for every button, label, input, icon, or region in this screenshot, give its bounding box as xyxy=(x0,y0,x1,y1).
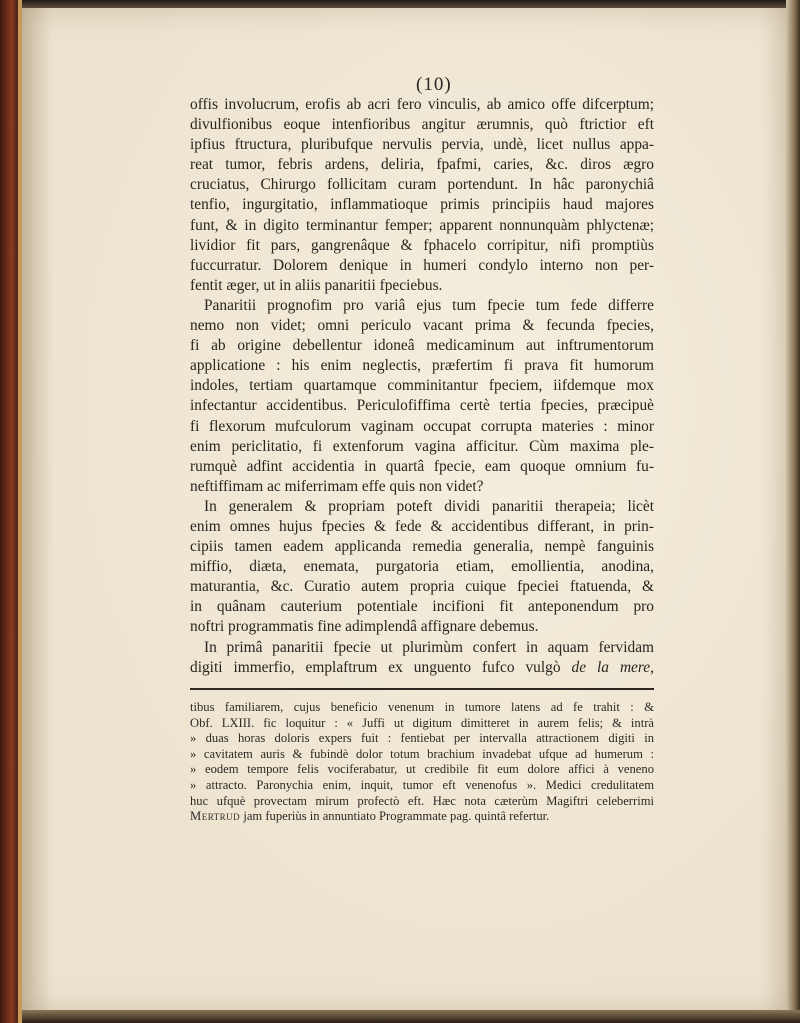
footnote-line: » duas horas doloris expers fuit : fentiebat per intervalla attractionem digiti in xyxy=(190,731,654,746)
text-line: indoles, tertiam quartamque comminitantur fpeciem, iifdemque mox xyxy=(190,377,654,395)
text-line: divulfionibus eoque intenfioribus angitur ærumnis, quò ftrictior eft xyxy=(190,116,654,134)
footnote xyxy=(190,700,654,825)
page-number: (10) xyxy=(416,74,452,95)
text-line: lividior fit pars, gangrenâque & fphacelo corripitur, nifi promptiùs xyxy=(190,236,654,254)
paragraph xyxy=(190,296,654,497)
text-line: applicatione : his enim neglectis, præfertim fi prava fit humorum xyxy=(190,357,654,375)
text-line: neftiffimam ac miferrimam effe quis non videt? xyxy=(190,477,484,495)
text-line: fuccurratur. Dolorem denique in humeri condylo interno non per- xyxy=(190,256,654,274)
text-line: reat tumor, febris ardens, deliria, fpafmi, caries, &c. diros ægro xyxy=(190,156,654,174)
text-line: enim periclitatio, fi extenforum vagina afficitur. Cùm maxima ple- xyxy=(190,437,654,455)
text-line: In generalem & propriam poteft dividi panaritii therapeia; licèt xyxy=(204,497,654,515)
footnote-line xyxy=(190,809,654,825)
text-line: infectantur accidentibus. Periculofiffima certè tertia fpecies, præcipuè xyxy=(190,397,654,415)
text-line: ipfius ftructura, pluribufque nervulis pervia, undè, licet nullus appa- xyxy=(190,136,654,154)
text-line: maturantia, &c. Curatio autem propria cuique fpeciei ftatuenda, & xyxy=(190,578,654,596)
page-right-edge xyxy=(786,0,800,1023)
scan-bottom-edge xyxy=(22,1010,800,1023)
text-line: enim omnes hujus fpecies & fede & accidentibus differant, in prin- xyxy=(190,517,654,535)
italic-phrase: de la mere, xyxy=(571,658,654,676)
text-line: in quânam cauterium potentiale incifioni fit anteponendum pro xyxy=(190,598,654,616)
text-line: fi flexorum mufculorum vaginam occupat corrupta materies : minor xyxy=(190,417,654,435)
text-line: rumquè adfint accidentia in quartâ fpecie, eam quoque omnium fu- xyxy=(190,457,654,475)
text-line: nemo non videt; omni periculo vacant prima & fecunda fpecies, xyxy=(190,317,654,335)
text-line: funt, & in digito terminantur femper; apparent nonnunquàm phlyctenæ; xyxy=(190,216,654,234)
text-line: miffio, diæta, enemata, purgatoria etiam, emollientia, anodina, xyxy=(190,558,654,576)
main-text xyxy=(190,95,654,678)
footnote-line: tibus familiarem, cujus beneficio venenum in tumore latens ad fe trahit : & xyxy=(190,700,654,714)
text-line: cruciatus, Chirurgo follicitam curam portendunt. In hâc paronychiâ xyxy=(190,176,654,194)
footnote-line-rest: jam fuperiùs in annuntiato Programmate pag. quintâ refertur. xyxy=(240,809,550,824)
text-line: noftri programmatis fine adimplendâ affignare debemus. xyxy=(190,618,539,636)
footnote-line: » attracto. Paronychia enim, inquit, tumor eft venenofus ». Medici credulitatem xyxy=(190,777,654,792)
paragraph xyxy=(190,497,654,638)
text-line: cipiis tamen eadem applicanda remedia generalia, nempè fanguinis xyxy=(190,538,654,556)
footnote-line: » cavitatem auris & fubindè dolor totum brachium invadebat ufque ad humerum : xyxy=(190,746,654,761)
footnote-line: » eodem tempore felis vociferabatur, ut credibile fit eum dolore affici à veneno xyxy=(190,762,654,777)
text-line: offis involucrum, erofis ab acri fero vinculis, ab amico offe difcerptum; xyxy=(190,96,654,113)
footnote-line: huc ufquè provectam mirum profectò eft. Hæc nota cæterùm Magiftri celeberrimi xyxy=(190,793,654,808)
text-line: digiti immerfio, emplaftrum ex unguento fufco vulgò de la mere, xyxy=(190,658,654,676)
text-line: fi ab origine debellentur idoneâ medicaminum aut inftrumentorum xyxy=(190,337,654,355)
text-line: tenfio, ingurgitatio, inflammatioque primis principiis haud majores xyxy=(190,196,654,214)
author-name: Mertrud xyxy=(190,809,241,824)
footnote-line: Obf. LXIII. fic loquitur : « Juffi ut digitum dimitteret in aurem felis; & intrà xyxy=(190,715,654,730)
text-line: fentit æger, ut in aliis panaritii fpeciebus. xyxy=(190,276,443,294)
paragraph xyxy=(190,638,654,678)
paragraph xyxy=(190,95,654,296)
text-line: In primâ panaritii fpecie ut plurimùm confert in aquam fervidam xyxy=(204,638,654,656)
text-line: Panaritii prognofim pro variâ ejus tum fpecie tum fede differre xyxy=(204,296,654,314)
footnote-rule xyxy=(190,688,654,690)
